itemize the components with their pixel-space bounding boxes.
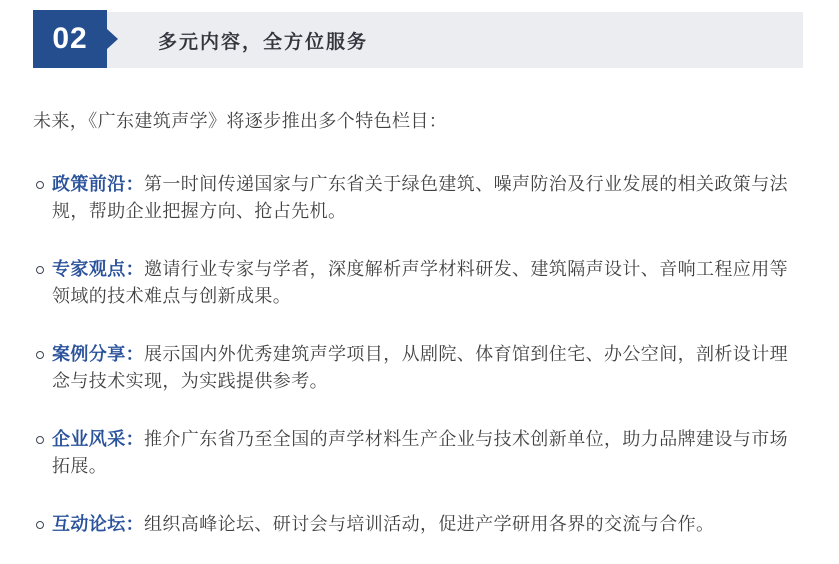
list-item-enterprises — [33, 426, 803, 480]
circle-bullet-icon — [36, 266, 44, 274]
feature-description: 组织高峰论坛、研讨会与培训活动，促进产学研用各界的交流与合作。 — [144, 514, 715, 534]
feature-list — [33, 171, 803, 538]
feature-label: 专家观点： — [52, 259, 144, 279]
feature-label: 互动论坛： — [52, 514, 144, 534]
list-item-experts — [33, 256, 803, 310]
section-header — [33, 10, 803, 68]
feature-label: 案例分享： — [52, 344, 144, 364]
feature-label: 政策前沿： — [52, 174, 144, 194]
list-item-policy — [33, 171, 803, 225]
intro-text: 未来，《广东建筑声学》将逐步推出多个特色栏目： — [33, 111, 448, 131]
section-number-badge — [33, 10, 107, 68]
feature-description: 邀请行业专家与学者，深度解析声学材料研发、建筑隔声设计、音响工程应用等领域的技术难点与创新成果。 — [52, 259, 788, 306]
list-item-forum — [33, 511, 803, 538]
feature-description: 推介广东省乃至全国的声学材料生产企业与技术创新单位，助力品牌建设与市场拓展。 — [52, 429, 788, 476]
arrow-right-icon — [107, 29, 118, 49]
section-title: 多元内容，全方位服务 — [158, 31, 369, 53]
section-title-banner — [107, 12, 803, 68]
circle-bullet-icon — [36, 521, 44, 529]
section-number: 02 — [52, 22, 88, 55]
circle-bullet-icon — [36, 436, 44, 444]
feature-description: 展示国内外优秀建筑声学项目，从剧院、体育馆到住宅、办公空间，剖析设计理念与技术实现，为实践提供参考。 — [52, 344, 788, 391]
circle-bullet-icon — [36, 351, 44, 359]
feature-description: 第一时间传递国家与广东省关于绿色建筑、噪声防治及行业发展的相关政策与法规，帮助企业把握方向、抢占先机。 — [52, 174, 788, 221]
circle-bullet-icon — [36, 181, 44, 189]
list-item-cases — [33, 341, 803, 395]
feature-label: 企业风采： — [52, 429, 144, 449]
